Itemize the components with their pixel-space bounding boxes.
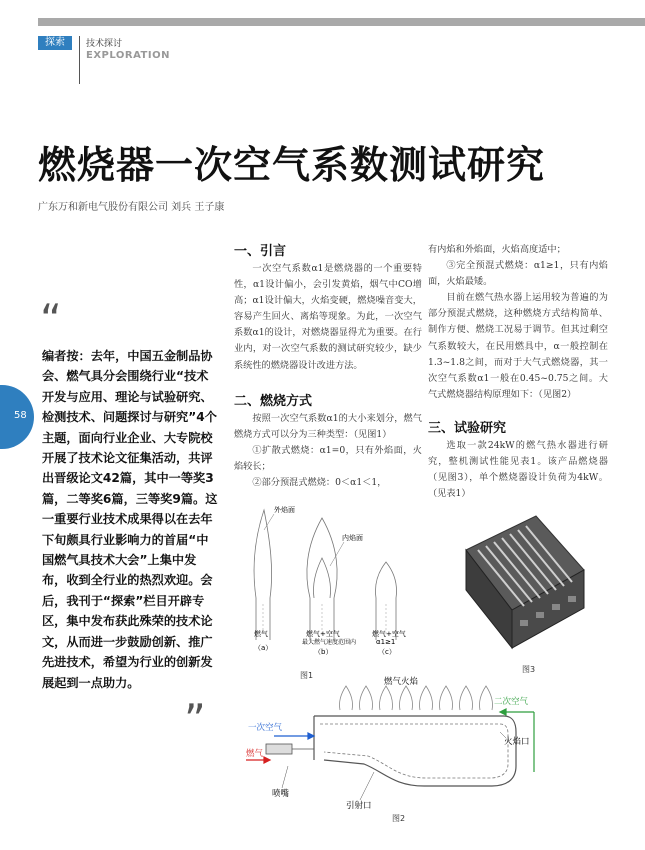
combustion-paragraph-3: ②部分预混式燃烧：0＜α1＜1， bbox=[252, 477, 387, 489]
column-middle bbox=[234, 240, 422, 489]
fig2-primary-air-label: 一次空气 bbox=[248, 723, 283, 733]
figure-3-burner-image bbox=[460, 510, 590, 660]
open-quote-icon: “ bbox=[40, 295, 62, 344]
fig1-c-alpha: α1≥1 bbox=[376, 638, 396, 646]
fig1-c-gas-label: 燃气+空气 bbox=[372, 630, 406, 638]
article-authors: 广东万和新电气股份有限公司 刘兵 王子康 bbox=[38, 202, 225, 213]
section-tag: 探索 bbox=[38, 36, 72, 50]
fig2-flame-label: 燃气火焰 bbox=[384, 677, 419, 687]
col3-paragraph-3: 目前在燃气热水器上运用较为普遍的为部分预混式燃烧，这种燃烧方式结构简单、制作方便、燃烧工况易于调节。但其过剩空气系数较大，在民用燃具中，α一般控制在1.3~1.8之间，而对于大气式燃烧器，其一次空气系数α1一般在0.45~0.75之间。大气式燃烧器结构原理如下：（见图2） bbox=[428, 292, 608, 400]
page-number: 58 bbox=[14, 410, 27, 421]
fig1-a-label: （a） bbox=[254, 644, 273, 652]
header-divider bbox=[79, 36, 80, 84]
figure-2-caption: 图2 bbox=[392, 814, 406, 823]
section-name-en: EXPLORATION bbox=[86, 50, 170, 61]
column-right bbox=[428, 242, 608, 502]
figure-3-caption: 图3 bbox=[522, 665, 536, 674]
intro-paragraph: 一次空气系数α1是燃烧器的一个重要特性，α1设计偏小，会引发黄焰，烟气中CO增高；α1设计偏大，火焰变硬，燃烧噪音变大，容易产生回火、离焰等现象。为此，一次空气系数α1的设计，对燃烧器显得尤为重要。在行业内，对一次空气系数的测试研究较少，缺少系统性的燃烧器设计改进方法。 bbox=[234, 263, 422, 371]
experiment-paragraph: 选取一款24kW的燃气热水器进行研究，整机测试性能见表1。该产品燃烧器（见图3），单个燃烧器设计负荷为4kW。（见表1） bbox=[428, 439, 608, 500]
figure-2-burner-schematic bbox=[244, 676, 574, 812]
diffusion-flame bbox=[254, 510, 272, 598]
burner-body bbox=[314, 716, 516, 786]
col3-paragraph-2: ③完全预混式燃烧：α1≥1，只有内焰面，火焰最矮。 bbox=[428, 260, 608, 288]
partial-premix-inner-flame bbox=[313, 558, 330, 598]
combustion-paragraph-2: ①扩散式燃烧：α1=0，只有外焰面，火焰较长； bbox=[234, 444, 422, 472]
section-heading-intro: 一、引言 bbox=[234, 244, 287, 259]
fig2-nozzle-label: 喷嘴 bbox=[272, 789, 290, 799]
fig1-inner-flame-label: 内焰面 bbox=[342, 534, 363, 542]
fig2-secondary-air-label: 二次空气 bbox=[494, 697, 529, 707]
fig1-a-gas-label: 燃气 bbox=[254, 630, 268, 638]
fig1-outer-flame-label: 外焰面 bbox=[274, 506, 295, 514]
editor-note: 编者按：去年，中国五金制品协会、燃气具分会围绕行业“技术开发与应用、理论与试验研究、检测技术、问题探讨与研究”4个主题，面向行业企业、大专院校开展了技术论文征集活动，共评出晋级论文42篇，其中一等奖3篇，二等奖6篇，三等奖9篇。这一重要行业技术成果得以在去年下旬颇具行业影响力的首届“中国燃气具技术大会”上集中发布，收到全行业的热烈欢迎。会后，我刊于“探索”栏目开辟专区，集中发布获此殊荣的技术论文，从而进一步鼓励创新、推广先进技术，希望为行业的创新发展起到一点助力。 bbox=[42, 349, 218, 690]
top-rule bbox=[38, 18, 645, 26]
fig1-b-label: （b） bbox=[314, 648, 333, 656]
combustion-paragraph-1: 按照一次空气系数α1的大小来划分，燃气燃烧方式可以分为三种类型：（见图1） bbox=[234, 412, 422, 440]
section-heading-experiment: 三、试验研究 bbox=[428, 420, 507, 436]
burner-flames bbox=[339, 686, 492, 710]
fig2-fire-port-label: 火焰口 bbox=[504, 737, 530, 747]
fig1-b-note: 最大燃气速度范围内 bbox=[302, 639, 357, 646]
combustion-paragraph-3-clip bbox=[234, 475, 422, 489]
primary-air-arrow bbox=[274, 733, 314, 739]
fig1-c-label: （c） bbox=[378, 648, 396, 656]
col3-paragraph-1: 有内焰和外焰面，火焰高度适中； bbox=[428, 244, 566, 255]
close-quote-icon: ” bbox=[184, 695, 206, 744]
fig2-gas-label: 燃气 bbox=[246, 749, 264, 759]
figure-1-flame-types bbox=[234, 500, 424, 670]
figure-1-caption: 图1 bbox=[300, 671, 314, 680]
fig2-injector-label: 引射口 bbox=[346, 801, 372, 811]
full-premix-flame bbox=[375, 562, 396, 598]
fig1-b-gas-label: 燃气+空气 bbox=[306, 630, 340, 638]
article-title: 燃烧器一次空气系数测试研究 bbox=[38, 142, 546, 187]
section-heading-combustion: 二、燃烧方式 bbox=[234, 393, 313, 409]
nozzle bbox=[266, 744, 292, 754]
section-name-cn: 技术探讨 bbox=[86, 39, 123, 49]
